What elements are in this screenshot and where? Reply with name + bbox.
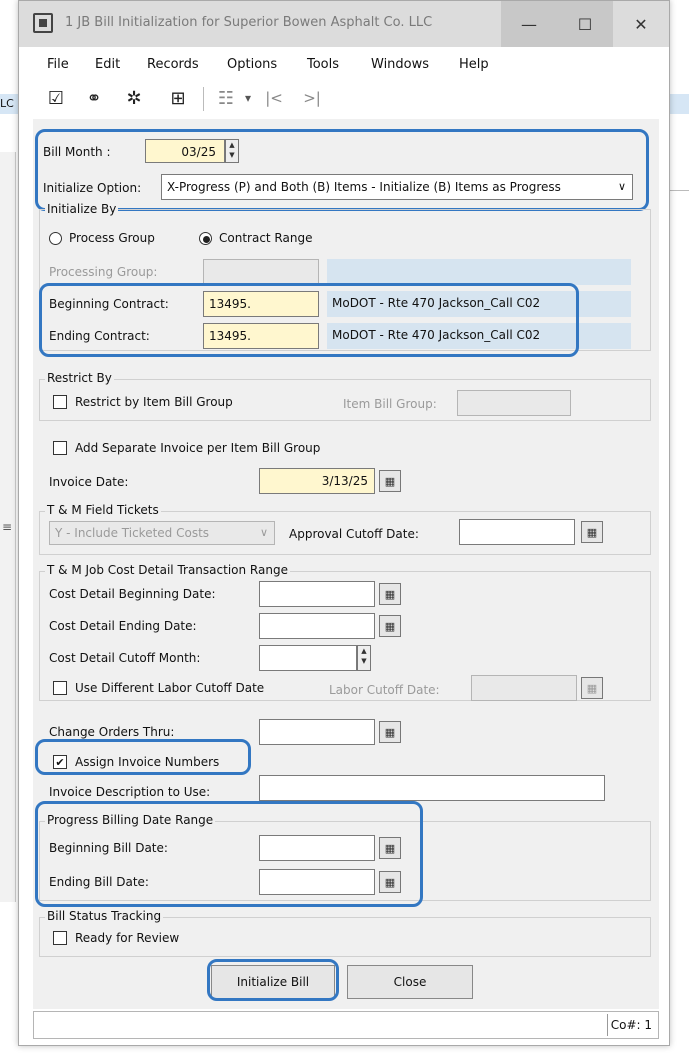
menu-help[interactable]: Help (459, 57, 489, 72)
calendar-icon[interactable]: ▦ (379, 837, 401, 859)
initialize-by-title: Initialize By (47, 202, 117, 216)
progress-billing-title: Progress Billing Date Range (47, 813, 214, 827)
beginning-contract-input[interactable]: 13495. (203, 291, 319, 317)
change-orders-input[interactable] (259, 719, 375, 745)
highlight-bill-month-option (35, 129, 649, 211)
cost-detail-begin-label: Cost Detail Beginning Date: (49, 587, 216, 601)
maximize-button[interactable]: ☐ (557, 1, 613, 47)
spin-up-icon[interactable]: ▲ (361, 647, 367, 655)
calendar-icon[interactable]: ▦ (379, 615, 401, 637)
ready-for-review-checkbox[interactable] (53, 931, 67, 945)
calendar-icon[interactable]: ▦ (379, 721, 401, 743)
cost-detail-end-input[interactable] (259, 613, 375, 639)
chevron-down-icon: ∨ (617, 180, 626, 193)
labor-cutoff-date-input (471, 675, 577, 701)
edit-icon[interactable]: ☑ (47, 87, 65, 109)
grid-icon[interactable]: ⊞ (170, 87, 186, 109)
initialize-bill-button[interactable]: Initialize Bill (211, 965, 335, 999)
tm-job-cost-title: T & M Job Cost Detail Transaction Range (47, 563, 288, 577)
settings-wand-icon[interactable]: ✲ (126, 87, 142, 109)
restrict-item-bill-group-label: Restrict by Item Bill Group (75, 395, 233, 409)
labor-cutoff-checkbox-label: Use Different Labor Cutoff Date (75, 681, 265, 695)
initialize-option-label: Initialize Option: (43, 181, 142, 195)
status-bar (33, 1011, 659, 1039)
approval-cutoff-input[interactable] (459, 519, 575, 545)
toolbar-separator (203, 87, 204, 111)
spin-down-icon[interactable]: ▼ (229, 151, 235, 159)
window-title: 1 JB Bill Initialization for Superior Bowen Asphalt Co. LLC (65, 15, 433, 30)
menu-edit[interactable]: Edit (95, 57, 121, 72)
change-orders-label: Change Orders Thru: (49, 725, 175, 739)
ready-for-review-label: Ready for Review (75, 931, 180, 945)
process-group-radio[interactable] (49, 232, 62, 245)
cost-detail-cutoff-month-label: Cost Detail Cutoff Month: (49, 651, 201, 665)
menu-records[interactable]: Records (147, 57, 199, 72)
menu-windows[interactable]: Windows (371, 57, 430, 72)
bill-month-label: Bill Month : (43, 145, 111, 159)
processing-group-label: Processing Group: (49, 265, 158, 279)
close-window-button[interactable]: ✕ (634, 14, 648, 34)
calendar-icon[interactable]: ▦ (581, 521, 603, 543)
ending-contract-description: MoDOT - Rte 470 Jackson_Call C02 (327, 323, 631, 349)
background-edge-text: LC (0, 97, 14, 110)
assign-invoice-checkbox[interactable]: ✔ (53, 755, 67, 769)
processing-group-input (203, 259, 319, 285)
highlight-progress-billing (35, 801, 423, 907)
assign-invoice-label: Assign Invoice Numbers (75, 755, 220, 769)
form-icon[interactable]: ☷ (217, 87, 235, 109)
form-panel (33, 119, 659, 1009)
invoice-description-label: Invoice Description to Use: (49, 785, 211, 799)
calendar-icon[interactable]: ▦ (379, 470, 401, 492)
spin-up-icon[interactable]: ▲ (229, 141, 235, 149)
beginning-contract-label: Beginning Contract: (49, 297, 169, 311)
ending-contract-input[interactable]: 13495. (203, 323, 319, 349)
first-record-icon[interactable]: |< (265, 89, 283, 107)
cost-detail-end-label: Cost Detail Ending Date: (49, 619, 197, 633)
status-divider (607, 1014, 608, 1036)
processing-group-description (327, 259, 631, 285)
highlight-contract-range (39, 283, 579, 357)
menu-file[interactable]: File (47, 57, 69, 72)
cutoff-month-spinner[interactable] (357, 645, 371, 671)
calendar-icon[interactable]: ▦ (379, 871, 401, 893)
bill-initialization-window (18, 0, 670, 1046)
ending-bill-date-label: Ending Bill Date: (49, 875, 149, 889)
labor-cutoff-checkbox[interactable] (53, 681, 67, 695)
initialize-option-select[interactable]: X-Progress (P) and Both (B) Items - Initialize (B) Items as Progress ∨ (161, 174, 633, 200)
calendar-icon[interactable]: ▦ (379, 583, 401, 605)
close-button[interactable]: Close (347, 965, 473, 999)
menu-options[interactable]: Options (227, 57, 278, 72)
restrict-item-bill-group-checkbox[interactable] (53, 395, 67, 409)
item-bill-group-input (457, 390, 571, 416)
restrict-by-title: Restrict By (47, 371, 112, 385)
background-menu-icon: ≡ (2, 520, 13, 534)
app-icon (33, 13, 53, 33)
invoice-date-label: Invoice Date: (49, 475, 129, 489)
dropdown-arrow-icon[interactable]: ▾ (244, 91, 252, 105)
tm-field-tickets-title: T & M Field Tickets (47, 503, 159, 517)
invoice-date-input[interactable]: 3/13/25 (259, 468, 375, 494)
separate-invoice-label: Add Separate Invoice per Item Bill Group (75, 441, 321, 455)
find-icon[interactable]: ⚭ (86, 87, 102, 109)
cost-detail-cutoff-month-input[interactable] (259, 645, 357, 671)
highlight-initialize-button (207, 959, 339, 1001)
contract-range-label: Contract Range (219, 231, 313, 245)
approval-cutoff-label: Approval Cutoff Date: (289, 527, 419, 541)
cost-detail-begin-input[interactable] (259, 581, 375, 607)
separate-invoice-checkbox[interactable] (53, 441, 67, 455)
invoice-description-input[interactable] (259, 775, 605, 801)
minimize-button[interactable]: — (501, 1, 557, 47)
beginning-contract-description: MoDOT - Rte 470 Jackson_Call C02 (327, 291, 631, 317)
calendar-icon: ▦ (581, 677, 603, 699)
ending-contract-label: Ending Contract: (49, 329, 150, 343)
item-bill-group-label: Item Bill Group: (343, 397, 437, 411)
chevron-down-icon: ∨ (259, 526, 268, 539)
tm-field-tickets-select: Y - Include Ticketed Costs ∨ (49, 521, 275, 545)
last-record-icon[interactable]: >| (303, 89, 321, 107)
beginning-bill-date-label: Beginning Bill Date: (49, 841, 168, 855)
company-number: Co#: 1 (610, 1018, 652, 1032)
bill-status-title: Bill Status Tracking (47, 909, 162, 923)
contract-range-radio[interactable] (199, 232, 212, 245)
title-bar[interactable] (19, 1, 669, 47)
process-group-label: Process Group (69, 231, 155, 245)
menu-tools[interactable]: Tools (307, 57, 340, 72)
bill-month-input[interactable]: 03/25 (145, 139, 225, 163)
labor-cutoff-date-label: Labor Cutoff Date: (329, 683, 440, 697)
spin-down-icon[interactable]: ▼ (361, 657, 367, 665)
highlight-assign-invoice (35, 739, 251, 775)
